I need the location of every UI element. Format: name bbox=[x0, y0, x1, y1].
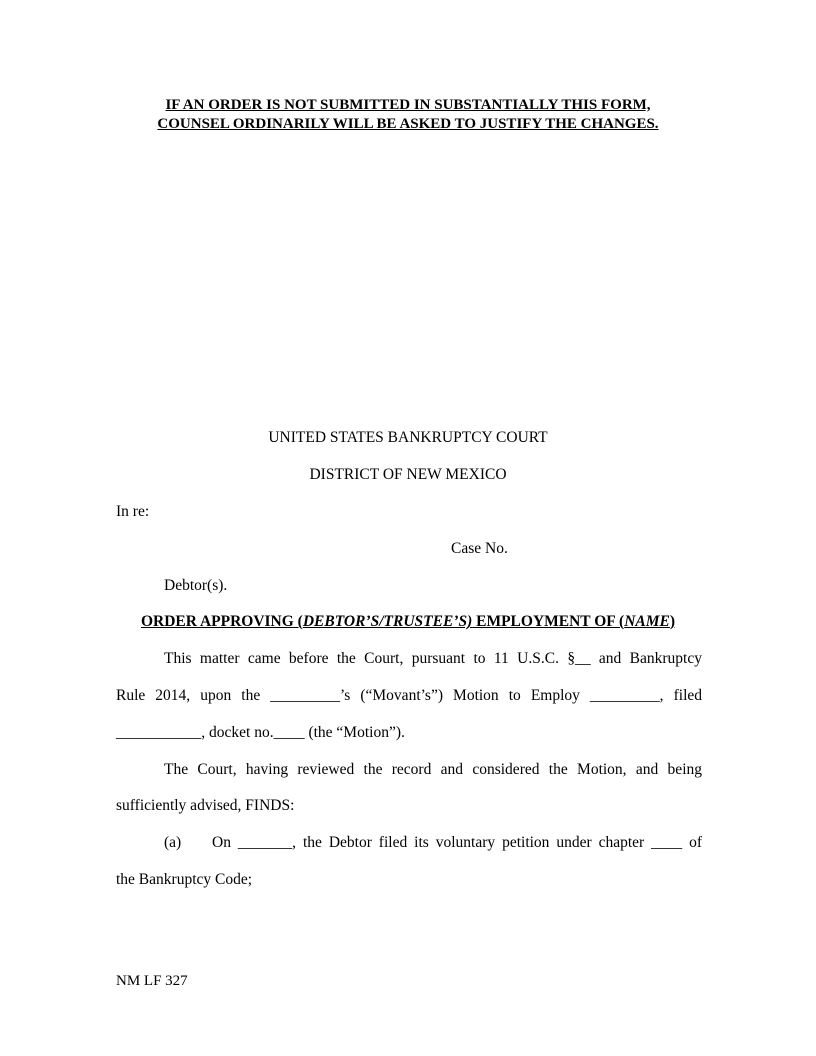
paragraph-1-line-3: ___________, docket no.____ (the “Motion”). bbox=[116, 724, 405, 741]
order-title-part-3: EMPLOYMENT OF ( bbox=[472, 613, 625, 630]
order-title bbox=[0, 613, 816, 631]
finding-a-line-1: On _______, the Debtor filed its voluntary petition under chapter ____ of bbox=[212, 834, 702, 851]
order-title-part-4: NAME bbox=[624, 613, 670, 630]
court-district: DISTRICT OF NEW MEXICO bbox=[309, 466, 507, 483]
paragraph-1-line-2: Rule 2014, upon the _________’s (“Movant’s”) Motion to Employ _________, filed bbox=[116, 687, 702, 704]
notice-line-1: IF AN ORDER IS NOT SUBMITTED IN SUBSTANTIALLY THIS FORM, bbox=[165, 97, 651, 113]
debtor-label: Debtor(s). bbox=[164, 577, 228, 594]
paragraph-1-line-1: This matter came before the Court, pursuant to 11 U.S.C. §__ and Bankruptcy bbox=[164, 650, 702, 667]
form-identifier: NM LF 327 bbox=[116, 973, 188, 989]
notice-line-2: COUNSEL ORDINARILY WILL BE ASKED TO JUSTIFY THE CHANGES. bbox=[157, 116, 659, 132]
paragraph-2-line-2: sufficiently advised, FINDS: bbox=[116, 797, 295, 814]
finding-a-label: (a) bbox=[164, 834, 182, 851]
order-title-part-5: ) bbox=[669, 613, 676, 630]
court-name: UNITED STATES BANKRUPTCY COURT bbox=[268, 429, 548, 446]
case-number-label: Case No. bbox=[451, 540, 508, 557]
finding-a-line-2: the Bankruptcy Code; bbox=[116, 871, 253, 888]
in-re-label: In re: bbox=[116, 503, 150, 520]
form-notice bbox=[0, 96, 816, 134]
order-title-part-2: DEBTOR’S/TRUSTEE’S) bbox=[302, 613, 473, 630]
order-title-part-1: ORDER APPROVING ( bbox=[140, 613, 303, 630]
paragraph-2-line-1: The Court, having reviewed the record and considered the Motion, and being bbox=[164, 761, 702, 778]
